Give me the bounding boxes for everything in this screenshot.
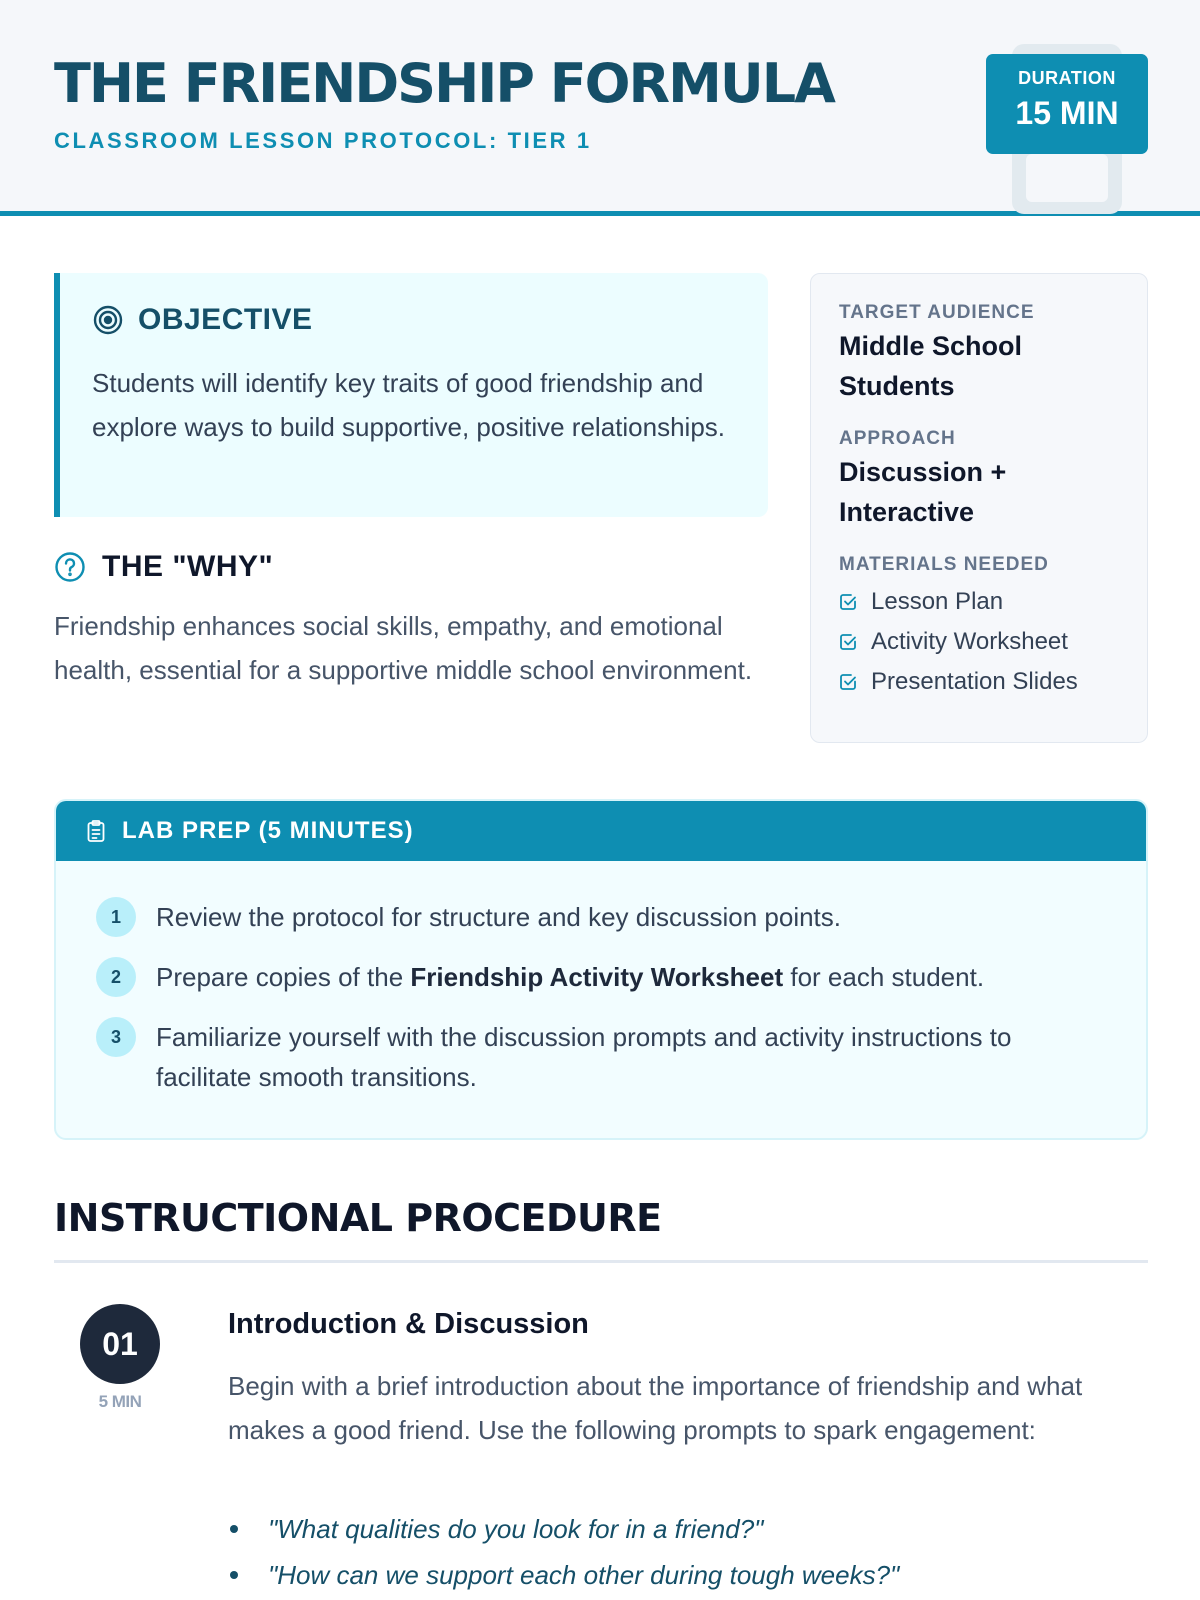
- approach-block: [839, 428, 1119, 532]
- lesson-info-card: [810, 273, 1148, 743]
- objective-panel: [54, 273, 768, 517]
- duration-badge: [986, 54, 1148, 154]
- materials-label: MATERIALS NEEDED: [839, 554, 1049, 575]
- lab-prep-steps: [56, 861, 1146, 1097]
- procedure-title: INSTRUCTIONAL PROCEDURE: [54, 1196, 662, 1240]
- prep-step-text-part: for each student.: [783, 962, 985, 992]
- prompt-item: [228, 1552, 899, 1598]
- lab-prep-panel: [54, 799, 1148, 1140]
- objective-text: Students will identify key traits of good friendship and explore ways to build supportive, positive relationships.: [92, 368, 726, 442]
- approach-value: Discussion + Interactive: [839, 457, 1007, 527]
- audience-label: TARGET AUDIENCE: [839, 302, 1035, 323]
- material-item: [839, 622, 1119, 662]
- why-text: Friendship enhances social skills, empathy, and emotional health, essential for a supportive middle school environment.: [54, 611, 753, 685]
- material-label: Lesson Plan: [871, 588, 1004, 615]
- page-subtitle: CLASSROOM LESSON PROTOCOL: TIER 1: [54, 128, 592, 153]
- procedure-step-duration: 5 MIN: [98, 1392, 142, 1411]
- duration-value: 15 MIN: [1015, 95, 1119, 131]
- prompt-text: "How can we support each other during tough weeks?": [268, 1559, 900, 1590]
- why-header: [54, 550, 273, 584]
- material-label: Presentation Slides: [871, 668, 1078, 695]
- procedure-step-body: Begin with a brief introduction about the importance of friendship and what makes a good friend. Use the following prompts to spark engagement:: [228, 1371, 1083, 1445]
- prep-step-text: [156, 957, 984, 997]
- prep-step-number: 3: [96, 1017, 136, 1057]
- prep-step-text: Review the protocol for structure and key discussion points.: [156, 902, 842, 932]
- discussion-prompts: [228, 1506, 899, 1598]
- prompt-text: "What qualities do you look for in a friend?": [268, 1513, 764, 1544]
- bullet: [230, 1571, 238, 1579]
- audience-value: Middle School Students: [839, 331, 1023, 401]
- prep-step: [96, 957, 1106, 997]
- audience-block: [839, 302, 1119, 406]
- procedure-step-number: 01: [80, 1304, 160, 1384]
- help-circle-icon: [54, 551, 86, 583]
- check-square-icon: [839, 633, 857, 651]
- check-square-icon: [839, 593, 857, 611]
- prep-step-text: Familiarize yourself with the discussion prompts and activity instructions to facilitate smooth transitions.: [156, 1022, 1012, 1092]
- objective-header: [92, 303, 313, 337]
- prep-step: [96, 897, 1106, 937]
- target-icon: [92, 304, 124, 336]
- prompt-item: [228, 1506, 899, 1552]
- page-header: [0, 0, 1200, 216]
- material-item: [839, 662, 1119, 702]
- bullet: [230, 1525, 238, 1533]
- clipboard-icon: [84, 819, 108, 843]
- procedure-step-heading: Introduction & Discussion: [228, 1308, 589, 1340]
- material-item: [839, 582, 1119, 622]
- prep-step-number: 2: [96, 957, 136, 997]
- objective-title: OBJECTIVE: [138, 303, 313, 336]
- prep-step-text-part: Prepare copies of the: [156, 962, 411, 992]
- materials-list: [839, 582, 1119, 702]
- prep-step: [96, 1017, 1106, 1097]
- duration-label: DURATION: [1018, 68, 1116, 88]
- worksheet-name: Friendship Activity Worksheet: [410, 962, 784, 992]
- procedure-divider: [54, 1260, 1148, 1263]
- check-square-icon: [839, 673, 857, 691]
- approach-label: APPROACH: [839, 428, 956, 449]
- page-title: THE FRIENDSHIP FORMULA: [54, 52, 834, 115]
- material-label: Activity Worksheet: [871, 628, 1068, 655]
- materials-block: [839, 554, 1119, 702]
- why-title: THE "WHY": [102, 550, 274, 583]
- prep-step-number: 1: [96, 897, 136, 937]
- lab-prep-header: [56, 801, 1146, 861]
- lab-prep-title: LAB PREP (5 MINUTES): [122, 817, 414, 844]
